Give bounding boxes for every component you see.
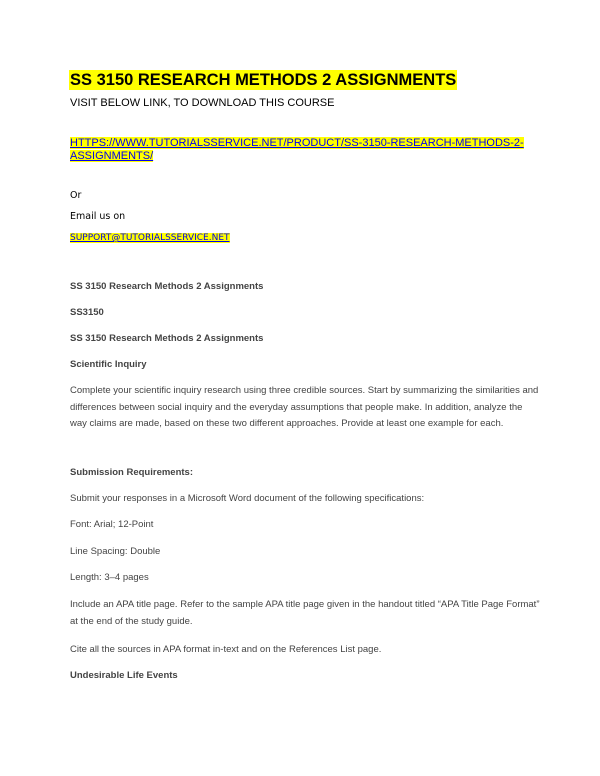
submission-intro: Submit your responses in a Microsoft Word document of the following specifications: bbox=[70, 493, 425, 504]
document-title: SS 3150 RESEARCH METHODS 2 ASSIGNMENTS bbox=[70, 71, 457, 89]
scientific-inquiry-paragraph: Complete your scientific inquiry research using three credible sources. Start by summarizing the similarities and differences between social inquiry and the everyday assumptions that people make. In addition, analyze the way claims are made, based on these two different approaches. Provide at least one example for each. bbox=[70, 385, 539, 429]
length-requirement: Length: 3–4 pages bbox=[70, 572, 149, 583]
or-text: Or bbox=[70, 190, 82, 201]
course-code: SS3150 bbox=[70, 307, 104, 318]
course-link-container bbox=[70, 137, 530, 163]
citation-requirement: Cite all the sources in APA format in-text and on the References List page. bbox=[70, 644, 382, 655]
email-prompt: Email us on bbox=[70, 211, 126, 222]
email-link-container bbox=[70, 232, 230, 244]
section-heading-scientific-inquiry: Scientific Inquiry bbox=[70, 359, 147, 370]
apa-title-page-paragraph: Include an APA title page. Refer to the sample APA title page given in the handout titled “APA Title Page Format” at the end of the study guide. bbox=[70, 599, 540, 627]
font-requirement: Font: Arial; 12-Point bbox=[70, 519, 154, 530]
course-heading: SS 3150 Research Methods 2 Assignments bbox=[70, 281, 264, 292]
course-link[interactable]: HTTPS://WWW.TUTORIALSSERVICE.NET/PRODUCT/SS-3150-RESEARCH-METHODS-2-ASSIGNMENTS/ bbox=[70, 137, 524, 162]
section-heading-submission: Submission Requirements: bbox=[70, 467, 193, 478]
download-instruction: VISIT BELOW LINK, TO DOWNLOAD THIS COURSE bbox=[70, 97, 335, 109]
section-heading-undesirable-life-events: Undesirable Life Events bbox=[70, 670, 178, 681]
line-spacing-requirement: Line Spacing: Double bbox=[70, 546, 161, 557]
support-email-link[interactable]: SUPPORT@TUTORIALSSERVICE.NET bbox=[70, 233, 230, 243]
course-heading-repeat: SS 3150 Research Methods 2 Assignments bbox=[70, 333, 264, 344]
